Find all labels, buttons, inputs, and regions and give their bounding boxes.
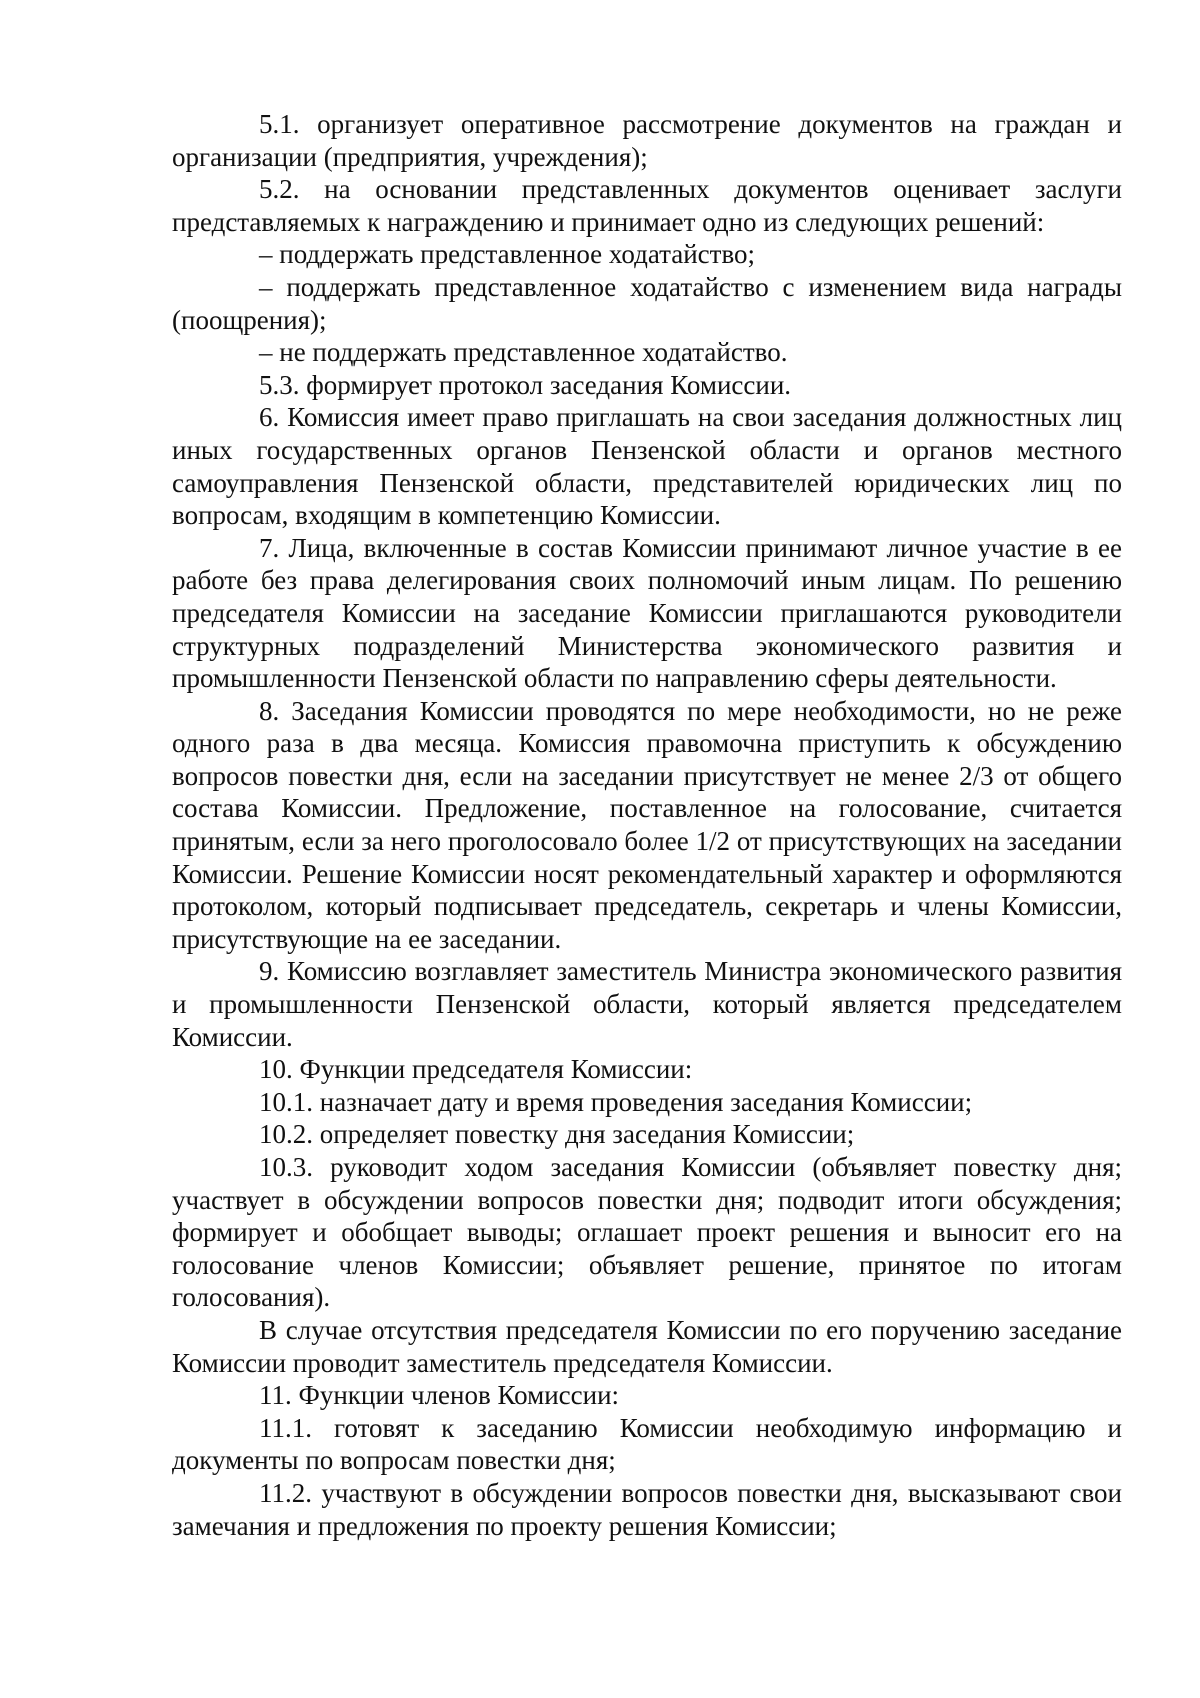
paragraph-option-support: – поддержать представленное ходатайство; [259, 239, 756, 270]
paragraph-7: 7. Лица, включенные в состав Комиссии принимают личное участие в ее работе без права делегирования своих полномочий иным лицам. По решению председателя Комиссии на заседание Комиссии приглашаются руководители структурных подразделений Министерства экономического развития и промышленности Пензенской области по направлению сферы деятельности. [172, 532, 1122, 694]
paragraph-8: 8. Заседания Комиссии проводятся по мере необходимости, но не реже одного раза в два месяца. Комиссия правомочна приступить к обсуждению вопросов повестки дня, если на заседании присутствует не менее 2/3 от общего состава Комиссии. Предложение, поставленное на голосование, считается принятым, если за него проголосовало более 1/2 от присутствующих на заседании Комиссии. Решение Комиссии носят рекомендательный характер и оформляются протоколом, который подписывает председатель, секретарь и члены Комиссии, присутствующие на ее заседании. [172, 695, 1122, 954]
paragraph-10-1: 10.1. назначает дату и время проведения заседания Комиссии; [259, 1086, 973, 1117]
paragraph-option-support-changed: – поддержать представленное ходатайство с изменением вида награды (поощрения); [172, 271, 1122, 335]
paragraph-deputy-chair: В случае отсутствия председателя Комиссии по его поручению заседание Комиссии проводит заместитель председателя Комиссии. [172, 1314, 1122, 1378]
paragraph-11-1: 11.1. готовят к заседанию Комиссии необходимую информацию и документы по вопросам повестки дня; [172, 1412, 1122, 1476]
document-page [172, 108, 1122, 1542]
paragraph-option-reject: – не поддержать представленное ходатайство. [259, 337, 788, 368]
paragraph-10-2: 10.2. определяет повестку дня заседания Комиссии; [259, 1119, 855, 1150]
paragraph-5-1: 5.1. организует оперативное рассмотрение документов на граждан и организации (предприятия, учреждения); [172, 109, 1122, 172]
paragraph-11-2: 11.2. участвуют в обсуждении вопросов повестки дня, высказывают свои замечания и предложения по проекту решения Комиссии; [172, 1477, 1122, 1541]
paragraph-5-3: 5.3. формирует протокол заседания Комиссии. [259, 369, 792, 400]
paragraph-6: 6. Комиссия имеет право приглашать на свои заседания должностных лиц иных государственных органов Пензенской области и органов местного самоуправления Пензенской области, представителей юридических лиц по вопросам, входящим в компетенцию Комиссии. [172, 402, 1122, 531]
paragraph-11: 11. Функции членов Комиссии: [259, 1380, 620, 1411]
paragraph-10: 10. Функции председателя Комиссии: [259, 1054, 693, 1085]
paragraph-10-3: 10.3. руководит ходом заседания Комиссии (объявляет повестку дня; участвует в обсуждении вопросов повестки дня; подводит итоги обсуждения; формирует и обобщает выводы; оглашает проект решения и выносит его на голосование членов Комиссии; объявляет решение, принятое по итогам голосования). [172, 1152, 1122, 1313]
paragraph-5-2: 5.2. на основании представленных документов оценивает заслуги представляемых к награждению и принимает одно из следующих решений: [172, 174, 1122, 237]
paragraph-9: 9. Комиссию возглавляет заместитель Министра экономического развития и промышленности Пензенской области, который является председателем Комиссии. [172, 956, 1122, 1052]
